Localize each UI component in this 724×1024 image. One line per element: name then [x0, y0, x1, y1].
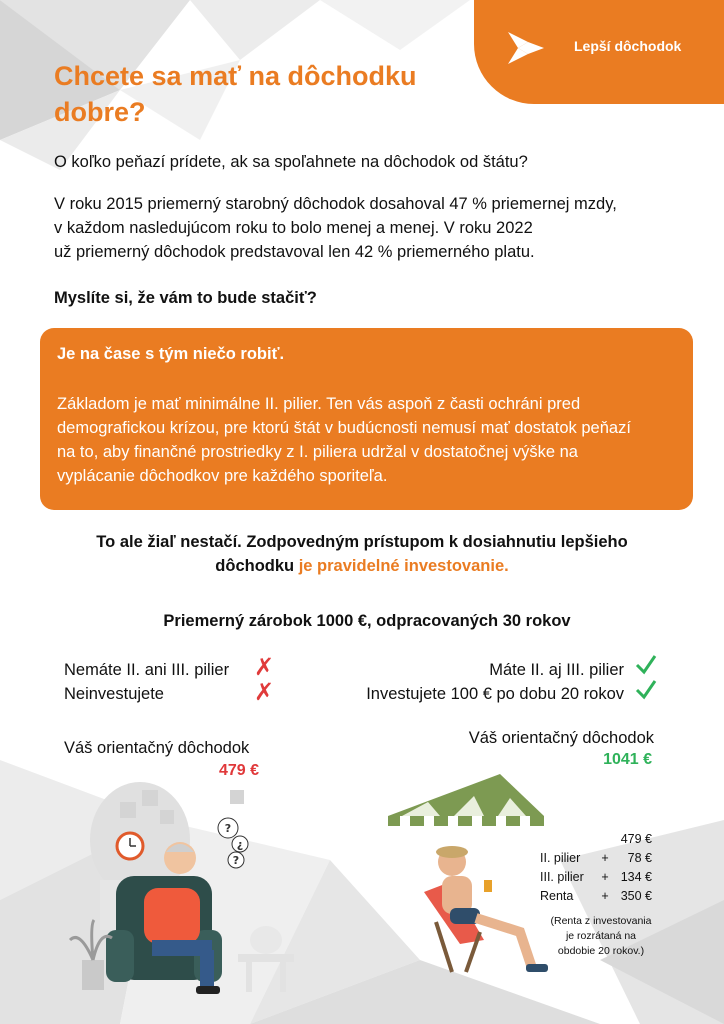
right-result-value: 1041 €: [603, 751, 652, 768]
callout-body: [57, 392, 687, 488]
brand-tab: [474, 0, 724, 104]
intro-line: V roku 2015 priemerný starobný dôchodok dosahoval 47 % priemernej mzdy,: [54, 195, 617, 213]
note-line: je rozrátaná na: [565, 930, 637, 942]
left-item-1: Nemáte II. ani III. pilier: [64, 661, 230, 679]
clock-icon: [117, 833, 143, 859]
statement-plain: dôchodku: [215, 557, 299, 575]
page-title: Chcete sa mať na dôchodku dobre?: [54, 61, 417, 127]
fish-logo-icon: [504, 28, 546, 68]
intro-paragraph: [54, 192, 617, 264]
breakdown-label: II. pilier: [540, 851, 581, 865]
callout-line: demografickou krízou, pre ktorú štát v budúcnosti nemusí mať dostatok peňazí: [57, 419, 631, 437]
statement-line-1: To ale žiaľ nestačí. Zodpovedným prístupom k dosiahnutiu lepšieho: [96, 533, 628, 551]
statement-highlight: je pravidelné investovanie.: [298, 557, 509, 575]
statement-line-2: [0, 554, 724, 578]
check-icon: [635, 653, 657, 675]
drink-glass: [484, 880, 492, 892]
callout-line: na to, aby finančné prostriedky z I. piliera udržal v dostatočnej výške na: [57, 443, 578, 461]
breakdown-value: 134 €: [620, 870, 652, 884]
callout-heading: Je na čase s tým niečo robiť.: [57, 345, 285, 363]
red-sweater: [144, 888, 200, 944]
question-bubbles-icon: [218, 818, 248, 868]
intro-question: O koľko peňazí prídete, ak sa spoľahnete na dôchodok od štátu?: [54, 153, 528, 171]
left-result-label: Váš orientačný dôchodok: [64, 739, 250, 757]
svg-text:?: ?: [224, 822, 232, 835]
note-line: obdobie 20 rokov.): [557, 945, 645, 957]
cross-icon: ✗: [254, 679, 275, 706]
breakdown-op: +: [601, 851, 609, 865]
brand-name: Lepší dôchodok: [574, 38, 682, 54]
plant-decoration: [70, 920, 112, 990]
table-lamp-decoration: [238, 926, 294, 992]
check-icon: [635, 678, 657, 700]
left-item-2: Neinvestujete: [64, 685, 164, 703]
relaxed-senior-illustration: [380, 772, 560, 982]
callout-box: [40, 328, 693, 510]
sun-hat: [436, 846, 468, 858]
note-line: (Renta z investovania: [550, 915, 652, 927]
breakdown-label: III. pilier: [540, 870, 584, 884]
comparison-header: Priemerný zárobok 1000 €, odpracovaných 30 rokov: [163, 612, 571, 630]
statement: [0, 530, 724, 578]
right-item-1: Máte II. aj III. pilier: [489, 661, 624, 679]
breakdown-label: Renta: [540, 889, 574, 903]
left-result-value: 479 €: [219, 762, 260, 779]
breakdown-value: 350 €: [620, 889, 652, 903]
breakdown-op: [598, 830, 612, 849]
breakdown-value: 78 €: [627, 851, 652, 865]
beach-umbrella: [388, 774, 544, 826]
intro-prompt: Myslíte si, že vám to bude stačiť?: [54, 289, 317, 307]
cross-icon: ✗: [254, 654, 275, 681]
right-result-label: Váš orientačný dôchodok: [468, 729, 654, 747]
callout-line: vyplácanie dôchodkov pre každého sporiteľa.: [57, 467, 388, 485]
intro-line: už priemerný dôchodok predstavoval len 42 % priemerného platu.: [54, 243, 535, 261]
worried-senior-illustration: [60, 780, 320, 1000]
callout-line: Základom je mať minimálne II. pilier. Ten vás aspoň z časti ochráni pred: [57, 395, 581, 413]
right-item-2: Investujete 100 € po dobu 20 rokov: [366, 685, 624, 703]
svg-text:¿: ¿: [236, 838, 244, 851]
svg-text:?: ?: [232, 854, 240, 867]
breakdown-op: +: [601, 870, 609, 884]
breakdown-value: 479 €: [620, 832, 652, 846]
intro-line: v každom nasledujúcom roku to bolo menej a menej. V roku 2022: [54, 219, 533, 237]
breakdown-op: +: [601, 889, 609, 903]
